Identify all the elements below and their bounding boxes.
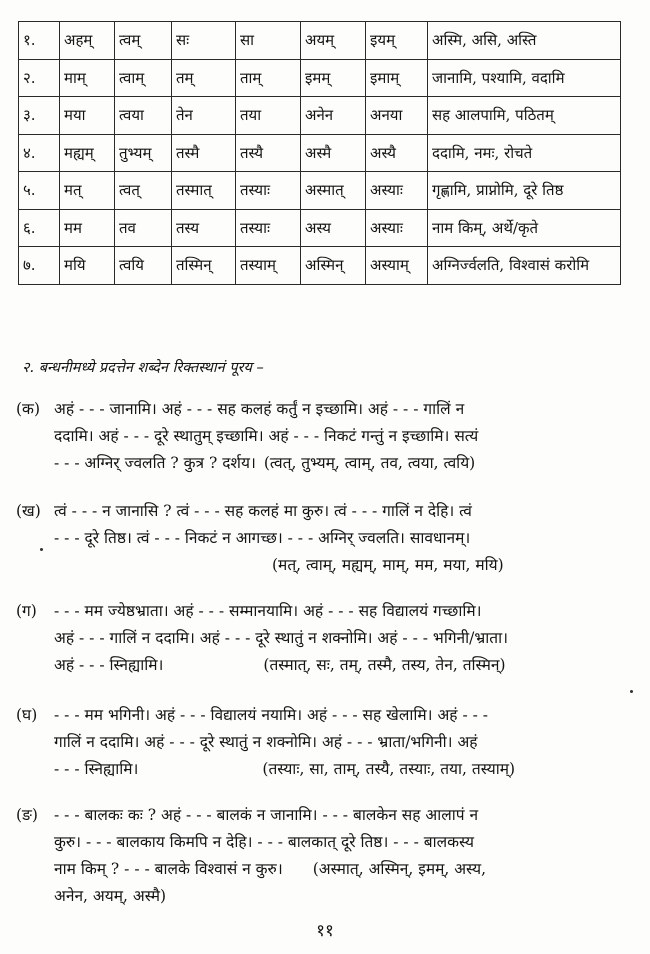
table-row (19, 247, 621, 285)
pronoun-form-cell: तस्मै (172, 134, 236, 172)
exercise-text-line: - - - बालकः कः ? अहं - - - बालकं न जानामि। - - - बालकेन सह आलापं न (54, 806, 479, 824)
exercise-label: (ग) (16, 602, 37, 620)
page-number: ११ (316, 921, 334, 941)
verb-examples-cell: गृह्णामि, प्राप्नोमि, दूरे तिष्ठ (428, 172, 621, 210)
exercise-label: (ङ) (16, 806, 38, 824)
pronoun-form-cell: सः (172, 22, 236, 60)
pronoun-form-cell: मम (60, 209, 115, 247)
pronoun-form-cell: अस्याः (366, 209, 428, 247)
exercise-text-line: ददामि। अहं - - - दूरे स्थातुम् इच्छामि। अहं - - - निकटं गन्तुं न इच्छामि। सत्यं (54, 427, 479, 445)
exercise-label: (क) (16, 400, 40, 418)
exercise-text-line: - - - स्निह्यामि। (54, 760, 139, 778)
scan-speck (40, 548, 43, 551)
pronoun-form-cell: अनेन (301, 97, 366, 135)
word-options: (अस्मात्, अस्मिन्, इमम्, अस्य, (312, 860, 486, 878)
pronoun-form-cell: इमम् (301, 59, 366, 97)
pronoun-form-cell: अयम् (301, 22, 366, 60)
pronoun-form-cell: इमाम् (366, 59, 428, 97)
verb-examples-cell: ददामि, नमः, रोचते (428, 134, 621, 172)
verb-examples-cell: जानामि, पश्यामि, वदामि (428, 59, 621, 97)
pronoun-form-cell: अहम् (60, 22, 115, 60)
pronoun-form-cell: तस्य (172, 209, 236, 247)
exercise-text-line: - - - मम भगिनी। अहं - - - विद्यालयं नयामि। अहं - - - सह खेलामि। अहं - - - (54, 706, 489, 724)
pronoun-form-cell: तस्याम् (236, 247, 301, 285)
exercise-text-line: - - - अग्निर् ज्वलति ? कुत्र ? दर्शय। (54, 454, 256, 472)
exercise-heading: २. बन्धनीमध्ये प्रदत्तेन शब्देन रिक्तस्थानं पूरय – (22, 360, 264, 376)
word-options: (तस्याः, सा, ताम्, तस्यै, तस्याः, तया, तस्याम्) (262, 760, 516, 778)
pronoun-form-cell: तस्यै (236, 134, 301, 172)
exercise-nga (16, 802, 638, 910)
table-row (19, 22, 621, 60)
pronoun-form-cell: तस्याः (236, 209, 301, 247)
scan-speck (630, 690, 633, 693)
pronoun-form-cell: तुभ्यम् (115, 134, 172, 172)
verb-examples-cell: सह आलपामि, पठितम् (428, 97, 621, 135)
pronoun-form-cell: अस्मिन् (301, 247, 366, 285)
pronoun-form-cell: मह्यम् (60, 134, 115, 172)
table-row (19, 59, 621, 97)
pronoun-form-cell: तव (115, 209, 172, 247)
pronoun-form-cell: अनया (366, 97, 428, 135)
pronoun-form-cell: अस्मै (301, 134, 366, 172)
pronoun-form-cell: तस्मिन् (172, 247, 236, 285)
pronoun-form-cell: माम् (60, 59, 115, 97)
exercise-text-line: नाम किम् ? - - - बालके विश्वासं न कुरु। (54, 860, 283, 878)
word-options-continued: अनेन, अयम्, अस्मै) (54, 887, 167, 905)
verb-examples-cell: अग्निर्ज्वलति, विश्वासं करोमि (428, 247, 621, 285)
exercise-text-line: - - - मम ज्येष्ठभ्राता। अहं - - - सम्मानयामि। अहं - - - सह विद्यालयं गच्छामि। (54, 602, 482, 620)
exercise-text-line: अहं - - - गालिं न ददामि। अहं - - - दूरे स्थातुं न शक्नोमि। अहं - - - भगिनी/भ्राता। (54, 629, 509, 647)
pronoun-form-cell: अस्मात् (301, 172, 366, 210)
pronoun-form-cell: तेन (172, 97, 236, 135)
exercise-ga (16, 598, 638, 679)
pronoun-form-cell: तया (236, 97, 301, 135)
pronoun-form-cell: अस्याम् (366, 247, 428, 285)
word-options: (मत्, त्वाम्, मह्यम्, माम्, मम, मया, मयि) (272, 556, 504, 574)
pronoun-form-cell: तस्मात् (172, 172, 236, 210)
verb-examples-cell: नाम किम्, अर्थे/कृते (428, 209, 621, 247)
pronoun-form-cell: इयम् (366, 22, 428, 60)
exercise-label: (घ) (16, 706, 38, 724)
pronoun-form-cell: अस्य (301, 209, 366, 247)
pronoun-form-cell: तस्याः (236, 172, 301, 210)
row-number-cell: ४. (19, 134, 60, 172)
row-number-cell: ५. (19, 172, 60, 210)
row-number-cell: ६. (19, 209, 60, 247)
pronoun-declension-table (18, 21, 621, 285)
pronoun-form-cell: त्वयि (115, 247, 172, 285)
exercise-gha (16, 702, 638, 783)
exercise-text-line: त्वं - - - न जानासि ? त्वं - - - सह कलहं मा कुरु। त्वं - - - गालिं न देहि। त्वं (54, 502, 472, 520)
pronoun-form-cell: मया (60, 97, 115, 135)
pronoun-form-cell: त्वम् (115, 22, 172, 60)
pronoun-form-cell: त्वया (115, 97, 172, 135)
pronoun-form-cell: मयि (60, 247, 115, 285)
row-number-cell: ३. (19, 97, 60, 135)
pronoun-form-cell: ताम् (236, 59, 301, 97)
pronoun-form-cell: अस्याः (366, 172, 428, 210)
pronoun-form-cell: अस्यै (366, 134, 428, 172)
exercise-label: (ख) (16, 502, 41, 520)
table-row (19, 172, 621, 210)
pronoun-form-cell: मत् (60, 172, 115, 210)
exercise-text-line: अहं - - - जानामि। अहं - - - सह कलहं कर्तुं न इच्छामि। अहं - - - गालिं न (54, 400, 465, 418)
exercise-text-line: अहं - - - स्निह्यामि। (54, 656, 164, 674)
verb-examples-cell: अस्मि, असि, अस्ति (428, 22, 621, 60)
exercise-text-line: - - - दूरे तिष्ठ। त्वं - - - निकटं न आगच्छ। - - - अग्निर् ज्वलति। सावधानम्। (54, 529, 471, 547)
word-options: (त्वत्, तुभ्यम्, त्वाम्, तव, त्वया, त्वयि) (263, 454, 476, 472)
table-row (19, 97, 621, 135)
exercise-text-line: गालिं न ददामि। अहं - - - दूरे स्थातुं न शक्नोमि। अहं - - - भ्राता/भगिनी। अहं (54, 733, 478, 751)
pronoun-form-cell: त्वत् (115, 172, 172, 210)
row-number-cell: १. (19, 22, 60, 60)
pronoun-form-cell: सा (236, 22, 301, 60)
exercise-ka (16, 396, 638, 477)
row-number-cell: ७. (19, 247, 60, 285)
table-row (19, 134, 621, 172)
row-number-cell: २. (19, 59, 60, 97)
word-options: (तस्मात्, सः, तम्, तस्मै, तस्य, तेन, तस्मिन्) (263, 656, 506, 674)
pronoun-form-cell: तम् (172, 59, 236, 97)
exercise-kha (16, 498, 638, 579)
table-row (19, 209, 621, 247)
exercise-text-line: कुरु। - - - बालकाय किमपि न देहि। - - - बालकात् दूरे तिष्ठ। - - - बालकस्य (54, 833, 475, 851)
pronoun-form-cell: त्वाम् (115, 59, 172, 97)
